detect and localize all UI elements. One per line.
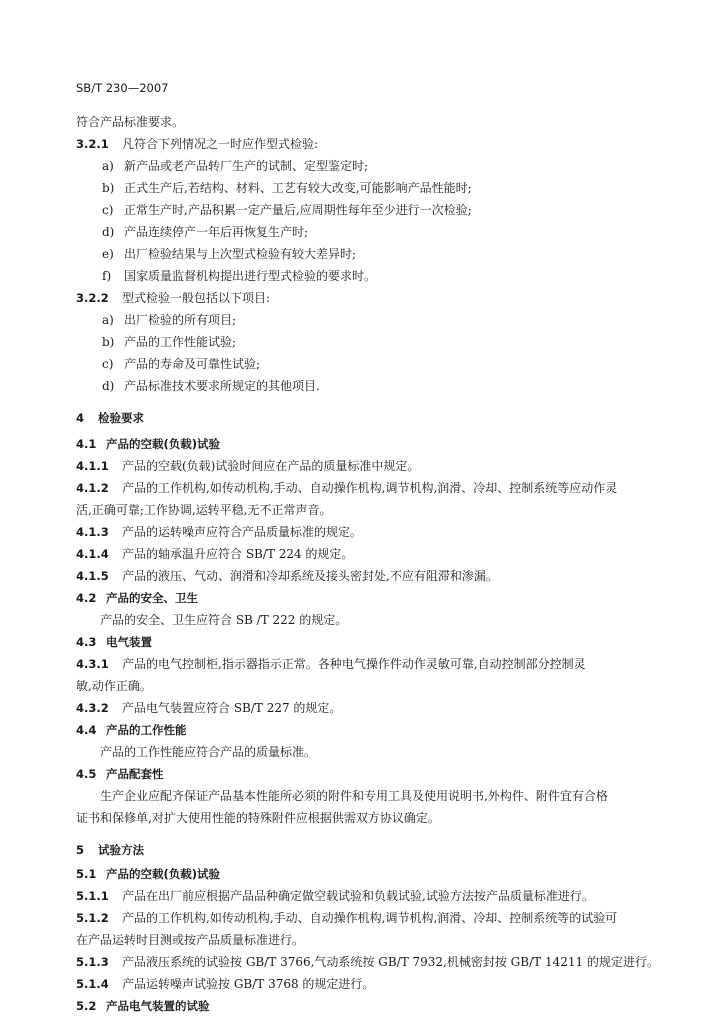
clause-text-continuation: 敏,动作正确。 xyxy=(76,679,152,693)
paragraph-4-2: 产品的安全、卫生应符合 SB /T 222 的规定。 xyxy=(100,613,348,627)
standard-number-header: SB/T 230—2007 xyxy=(76,81,169,95)
clause-4-1-3 xyxy=(76,524,362,540)
subsection-number: 4.3 xyxy=(76,635,97,649)
list-text: 出厂检验的所有项目; xyxy=(124,313,237,327)
list-text: 国家质量监督机构提出进行型式检验的要求时。 xyxy=(124,269,377,283)
list-item xyxy=(102,334,236,350)
subsection-number: 5.1 xyxy=(76,867,97,881)
subsection-heading-4-4 xyxy=(76,722,187,738)
clause-3-2-1 xyxy=(76,136,318,152)
subsection-heading-4-5 xyxy=(76,766,164,782)
list-item xyxy=(102,356,260,372)
clause-number: 5.1.1 xyxy=(76,889,109,903)
section-number: 5 xyxy=(76,843,85,857)
list-item xyxy=(102,180,472,196)
clause-4-1-2 xyxy=(76,480,617,496)
list-text: 正常生产时,产品积累一定产量后,应周期性每年至少进行一次检验; xyxy=(124,203,472,217)
clause-5-1-1 xyxy=(76,888,594,904)
list-text: 产品的寿命及可靠性试验; xyxy=(124,357,261,371)
clause-number: 5.1.3 xyxy=(76,955,109,969)
list-item xyxy=(102,378,320,394)
clause-text: 产品电气装置应符合 SB/T 227 的规定。 xyxy=(122,701,342,715)
clause-number: 3.2.2 xyxy=(76,291,109,305)
subsection-heading-4-1 xyxy=(76,436,220,452)
subsection-number: 4.2 xyxy=(76,591,97,605)
list-label: f) xyxy=(102,269,112,283)
clause-text: 产品的液压、气动、润滑和冷却系统及接头密封处,不应有阻滞和渗漏。 xyxy=(122,569,498,583)
clause-number: 4.3.1 xyxy=(76,657,109,671)
list-label: a) xyxy=(102,159,114,173)
clause-text: 产品的电气控制柜,指示器指示正常。各种电气操作件动作灵敏可靠,自动控制部分控制灵 xyxy=(122,657,586,671)
list-text: 产品连续停产一年后再恢复生产时; xyxy=(124,225,309,239)
subsection-number: 4.4 xyxy=(76,723,97,737)
list-item xyxy=(102,246,356,262)
paragraph-4-4: 产品的工作性能应符合产品的质量标准。 xyxy=(100,745,317,759)
subsection-heading-4-2 xyxy=(76,590,198,606)
clause-5-1-3 xyxy=(76,954,659,970)
clause-text: 凡符合下列情况之一时应作型式检验: xyxy=(122,137,319,151)
subsection-title: 产品的空载(负载)试验 xyxy=(106,437,221,451)
clause-number: 4.1.4 xyxy=(76,547,109,561)
subsection-number: 4.1 xyxy=(76,437,97,451)
clause-number: 4.1.1 xyxy=(76,459,109,473)
clause-number: 3.2.1 xyxy=(76,137,109,151)
clause-4-1-1 xyxy=(76,458,419,474)
paragraph-4-5-continuation: 证书和保修单,对扩大使用性能的特殊附件应根据供需双方协议确定。 xyxy=(76,811,440,825)
clause-text: 产品的工作机构,如传动机构,手动、自动操作机构,调节机构,润滑、冷却、控制系统等的试验可 xyxy=(122,911,618,925)
list-text: 产品的工作性能试验; xyxy=(124,335,237,349)
subsection-title: 产品电气装置的试验 xyxy=(106,999,210,1013)
subsection-title: 电气装置 xyxy=(106,635,152,649)
paragraph-continuation: 符合产品标准要求。 xyxy=(76,115,185,129)
section-heading-4 xyxy=(76,410,144,426)
clause-5-1-4 xyxy=(76,976,374,992)
section-title: 检验要求 xyxy=(98,411,144,425)
subsection-heading-5-2 xyxy=(76,998,210,1014)
subsection-heading-4-3 xyxy=(76,634,152,650)
list-text: 出厂检验结果与上次型式检验有较大差异时; xyxy=(124,247,357,261)
list-text: 正式生产后,若结构、材料、工艺有较大改变,可能影响产品性能时; xyxy=(124,181,472,195)
clause-number: 5.1.4 xyxy=(76,977,109,991)
list-item xyxy=(102,202,472,218)
clause-text: 产品的空载(负载)试验时间应在产品的质量标准中规定。 xyxy=(122,459,420,473)
list-item xyxy=(102,268,376,284)
clause-number: 4.1.3 xyxy=(76,525,109,539)
section-title: 试验方法 xyxy=(98,843,144,857)
section-number: 4 xyxy=(76,411,85,425)
list-label: d) xyxy=(102,379,115,393)
subsection-title: 产品的空载(负载)试验 xyxy=(106,867,221,881)
clause-number: 5.1.2 xyxy=(76,911,109,925)
clause-text: 产品在出厂前应根据产品品种确定做空载试验和负载试验,试验方法按产品质量标准进行。 xyxy=(122,889,594,903)
clause-text: 产品运转噪声试验按 GB/T 3768 的规定进行。 xyxy=(122,977,375,991)
paragraph-4-5: 生产企业应配齐保证产品基本性能所必须的附件和专用工具及使用说明书,外构件、附件宜有合格 xyxy=(100,789,608,803)
list-label: a) xyxy=(102,313,114,327)
list-label: c) xyxy=(102,357,114,371)
list-label: b) xyxy=(102,181,115,195)
clause-5-1-2 xyxy=(76,910,617,926)
list-item xyxy=(102,312,236,328)
list-item xyxy=(102,224,308,240)
clause-text: 产品的轴承温升应符合 SB/T 224 的规定。 xyxy=(122,547,354,561)
clause-text-continuation: 在产品运转时目测或按产品质量标准进行。 xyxy=(76,933,305,947)
clause-text: 产品液压系统的试验按 GB/T 3766,气动系统按 GB/T 7932,机械密封按 GB/T 14211 的规定进行。 xyxy=(122,955,659,969)
clause-3-2-2 xyxy=(76,290,270,306)
clause-text: 产品的运转噪声应符合产品质量标准的规定。 xyxy=(122,525,363,539)
clause-text: 型式检验一般包括以下项目: xyxy=(122,291,271,305)
clause-text: 产品的工作机构,如传动机构,手动、自动操作机构,调节机构,润滑、冷却、控制系统等应动作灵 xyxy=(122,481,618,495)
clause-number: 4.1.5 xyxy=(76,569,109,583)
clause-4-1-4 xyxy=(76,546,353,562)
list-text: 产品标准技术要求所规定的其他项目. xyxy=(124,379,320,393)
clause-4-3-2 xyxy=(76,700,341,716)
subsection-number: 4.5 xyxy=(76,767,97,781)
subsection-title: 产品的工作性能 xyxy=(106,723,187,737)
list-label: b) xyxy=(102,335,115,349)
list-item xyxy=(102,158,368,174)
clause-4-1-5 xyxy=(76,568,498,584)
subsection-heading-5-1 xyxy=(76,866,220,882)
clause-number: 4.1.2 xyxy=(76,481,109,495)
list-text: 新产品或老产品转厂生产的试制、定型鉴定时; xyxy=(124,159,369,173)
list-label: e) xyxy=(102,247,114,261)
list-label: c) xyxy=(102,203,114,217)
clause-text-continuation: 活,正确可靠;工作协调,运转平稳,无不正常声音。 xyxy=(76,503,332,517)
subsection-title: 产品配套性 xyxy=(106,767,164,781)
clause-4-3-1 xyxy=(76,656,586,672)
section-heading-5 xyxy=(76,842,144,858)
clause-number: 4.3.2 xyxy=(76,701,109,715)
subsection-number: 5.2 xyxy=(76,999,97,1013)
subsection-title: 产品的安全、卫生 xyxy=(106,591,198,605)
list-label: d) xyxy=(102,225,115,239)
